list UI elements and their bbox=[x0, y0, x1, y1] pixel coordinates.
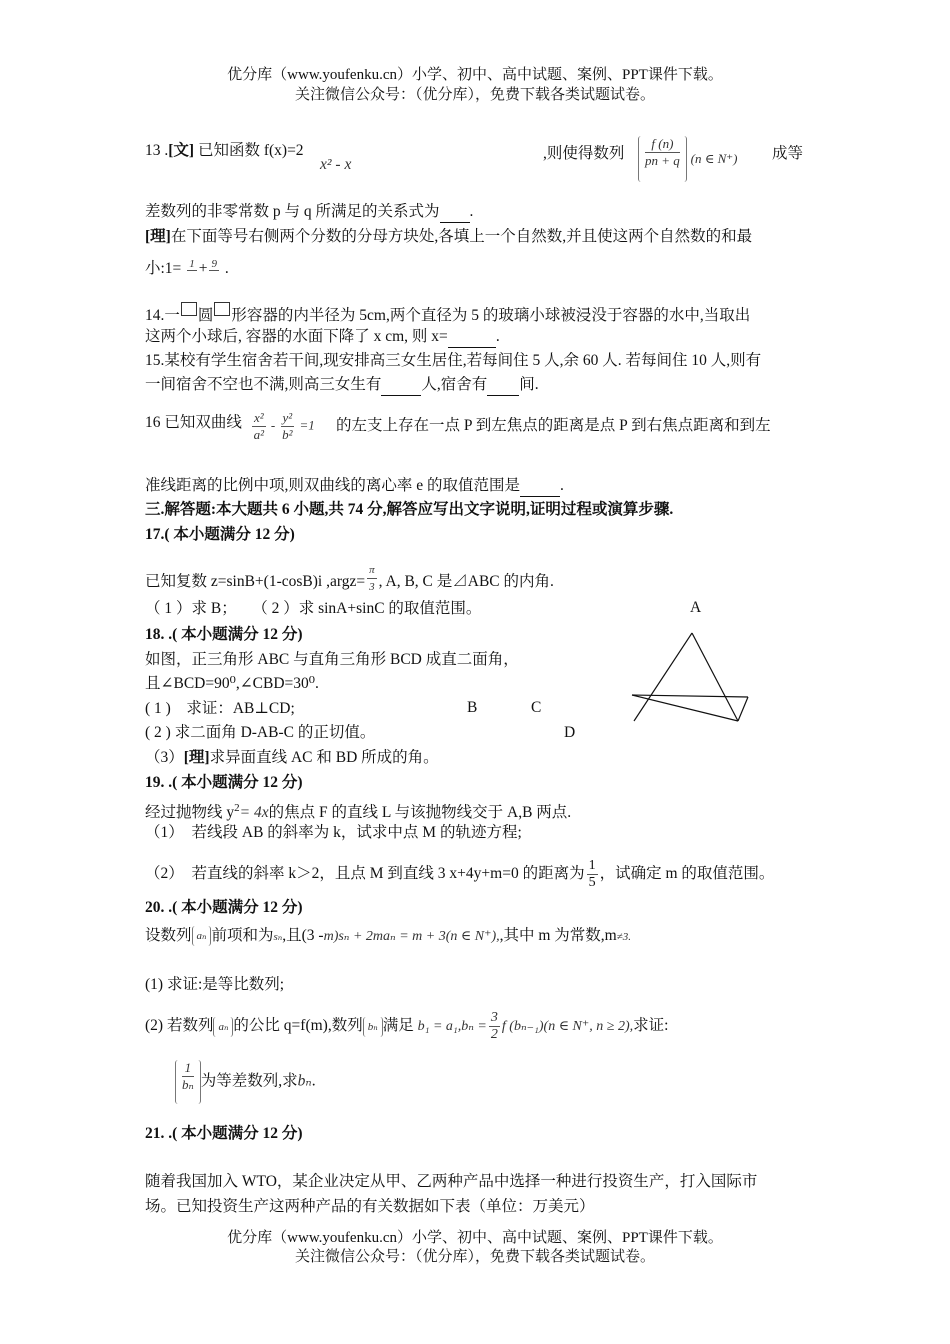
q20-text-c: ,且(3 - bbox=[282, 927, 324, 944]
q13-wen-tag: [文] bbox=[168, 142, 195, 159]
q13-fraction-2 bbox=[209, 258, 219, 281]
q18-line-1: 如图，正三角形 ABC 与直角三角形 BCD 成直二面角， bbox=[145, 651, 519, 668]
q13-relation-text: 差数列的非零常数 p 与 q 所满足的关系式为 bbox=[145, 203, 440, 220]
q20-an-2: aₙ bbox=[213, 1017, 233, 1037]
q20-b1-formula: b₁ = a₁,bₙ = bbox=[417, 1019, 487, 1035]
q13-f1-den bbox=[187, 271, 197, 281]
q13-exponent: x² - x bbox=[320, 156, 352, 173]
q17-frac-den: 3 bbox=[369, 581, 375, 593]
q15-text-c: 间. bbox=[519, 376, 539, 393]
q20-recip bbox=[182, 1060, 194, 1093]
q20-bn-find: bₙ bbox=[297, 1072, 312, 1090]
q16-frac-x bbox=[252, 410, 266, 443]
q20-frac-num: 3 bbox=[490, 1010, 498, 1025]
q19-fraction bbox=[587, 858, 598, 891]
q20-text-a: 设数列 bbox=[145, 927, 192, 944]
q20-neq: ≠3. bbox=[616, 931, 632, 943]
q13-li-line bbox=[145, 227, 752, 247]
q20-formula: m)sₙ + 2maₙ = m + 3(n ∈ N⁺), bbox=[323, 929, 500, 944]
q15-line-2 bbox=[145, 375, 539, 396]
q17-text-b: , A, B, C 是⊿ABC 的内角. bbox=[378, 573, 554, 590]
header-line-2: 关注微信公众号：（优分库），免费下载各类试题试卷。 bbox=[294, 87, 655, 103]
q15-blank-2 bbox=[487, 375, 519, 396]
q18-figure bbox=[620, 625, 760, 730]
q19-text-c: 的焦点 F 的直线 L 与该抛物线交于 A,B 两点. bbox=[268, 804, 572, 822]
q18-title: 18. .( 本小题满分 12 分) bbox=[145, 626, 303, 643]
q17-line-1 bbox=[145, 562, 554, 595]
q14-text: 形容器的内半径为 5cm,两个直径为 5 的玻璃小球被浸没于容器的水中,当取出 bbox=[231, 307, 751, 324]
q20-line-1 bbox=[145, 926, 631, 947]
q14-box-2 bbox=[214, 302, 230, 316]
q13-li-line-2: 小:1= 1 + 9 . bbox=[145, 258, 229, 281]
q21-line-1: 随着我国加入 WTO，某企业决定从甲、乙两种产品中选择一种进行投资生产，打入国际市 bbox=[145, 1173, 758, 1190]
q20-text-b: 前项和为 bbox=[211, 927, 274, 944]
q21-title: 21. .( 本小题满分 12 分) bbox=[145, 1125, 303, 1142]
q18-label-c: C bbox=[531, 699, 542, 716]
q13-fraction-1 bbox=[187, 258, 197, 281]
q16-frac-y bbox=[281, 410, 295, 443]
q13-li-tag: [理] bbox=[145, 228, 171, 245]
q20-recurrence: f (bₙ₋₁)(n ∈ N⁺, n ≥ 2), bbox=[501, 1019, 634, 1035]
q18-edge-ac bbox=[692, 633, 738, 721]
q13-seq-numerator: f (n) bbox=[645, 136, 680, 153]
q13-f2-num: 9 bbox=[211, 258, 217, 270]
q15-text-b: 人,宿舍有 bbox=[421, 376, 488, 393]
q13-text-end: 成等 bbox=[772, 145, 804, 162]
q15-text-a: 一间宿舍不空也不满,则高三女生有 bbox=[145, 376, 382, 393]
q20-period: . bbox=[311, 1072, 316, 1090]
q13-line-1 bbox=[145, 141, 304, 161]
q16-b2: b² bbox=[282, 427, 293, 442]
q19-text-3a: （2） 若直线的斜率 k＞2，且点 M 到直线 3 x+4y+m=0 的距离为 bbox=[145, 865, 585, 883]
q14-answer-blank bbox=[448, 327, 496, 348]
q18-line-3: ( 1 ) 求证：AB⊥CD; bbox=[145, 700, 295, 717]
q16-line-2 bbox=[145, 476, 564, 497]
q16-prefix: 16 已知双曲线 bbox=[145, 414, 242, 431]
footer-line-2: 关注微信公众号：（优分库），免费下载各类试题试卷。 bbox=[294, 1249, 655, 1265]
q14-yuan: 圆 bbox=[197, 307, 214, 324]
q18-line-5 bbox=[145, 748, 439, 768]
q13-li-text: 在下面等号右侧两个分数的分母方块处,各填上一个自然数,并且使这两个自然数的和最 bbox=[170, 228, 753, 245]
q15-blank-1 bbox=[381, 375, 421, 396]
q20-line-4 bbox=[175, 1060, 316, 1104]
q18-line-4: ( 2 ) 求二面角 D-AB-C 的正切值。 bbox=[145, 724, 376, 741]
q19-line-3 bbox=[145, 858, 774, 891]
q13-seq-denominator: pn + q bbox=[645, 153, 680, 168]
q18-label-d: D bbox=[564, 724, 576, 741]
q20-text-e: ,其中 m 为常数,m bbox=[499, 927, 617, 944]
q16-x2: x² bbox=[254, 410, 264, 425]
footer-line-1: 优分库（www.youfenku.cn）小学、初中、高中试题、案例、PPT课件下载。 bbox=[227, 1230, 723, 1246]
q14-prefix: 14.一 bbox=[145, 307, 180, 324]
q19-line-2: （1） 若线段 AB 的斜率为 k，试求中点 M 的轨迹方程; bbox=[145, 824, 522, 841]
q18-line-2: 且∠BCD=90⁰,∠CBD=30⁰. bbox=[145, 675, 319, 692]
q20-text-4a: 为等差数列,求 bbox=[200, 1072, 298, 1090]
q20-frac-den: 2 bbox=[490, 1027, 498, 1042]
q20-part-2 bbox=[145, 1010, 668, 1043]
q20-text-3b: 的公比 q=f(m),数列 bbox=[233, 1017, 363, 1035]
q17-text-a: 已知复数 z=sinB+(1-cosB)i ,argz= bbox=[145, 573, 366, 590]
q14-line-1 bbox=[145, 302, 750, 326]
q20-bn: bₙ bbox=[363, 1017, 383, 1037]
q17-title: 17.( 本小题满分 12 分) bbox=[145, 526, 295, 543]
q14-box-1 bbox=[181, 302, 197, 316]
q18-l5-prefix: （3） bbox=[145, 749, 184, 766]
q13-sequence-text: ,则使得数列 bbox=[543, 145, 625, 162]
section-3-heading: 三.解答题:本大题共 6 小题,共 74 分,解答应写出文字说明,证明过程或演算步骤. bbox=[145, 501, 674, 518]
q16-text: 的左支上存在一点 P 到左焦点的距离是点 P 到右焦点距离和到左 bbox=[336, 417, 771, 434]
q16-hyperbola-formula bbox=[250, 410, 315, 443]
q19-line-1: 经过抛物线 $y^2= 4x$的焦点 F 的直线 L 与该抛物线交于 A,B 两点. bbox=[145, 802, 572, 822]
q17-parts: （ 1 ）求 B； （ 2 ）求 sinA+sinC 的取值范围。 bbox=[145, 600, 482, 617]
q17-fraction bbox=[367, 562, 377, 595]
q16-y2: y² bbox=[282, 410, 293, 425]
q20-text-3a: (2) 若数列 bbox=[145, 1017, 214, 1035]
q16-question: 准线距离的比例中项,则双曲线的离心率 e 的取值范围是 bbox=[145, 477, 521, 494]
q13-li-period: . bbox=[224, 260, 229, 278]
q15-line-1: 15.某校有学生宿舍若干间,现安排高三女生居住,若每间住 5 人,余 60 人. 若每间住 10 人,则有 bbox=[145, 352, 762, 369]
q13-f1-num: 1 bbox=[189, 258, 195, 270]
q20-recip-num: 1 bbox=[182, 1060, 194, 1077]
q13-f2-den bbox=[209, 271, 219, 281]
q13-number: 13 . bbox=[145, 142, 169, 159]
q19-frac-den: 5 bbox=[588, 875, 596, 890]
q20-fraction bbox=[489, 1010, 500, 1043]
q19-text-a: 经过抛物线 y bbox=[145, 804, 235, 822]
q14-period: . bbox=[495, 328, 500, 345]
q13-li-equation: 小:1= bbox=[145, 260, 182, 278]
q19-text-3b: ，试确定 m 的取值范围。 bbox=[599, 865, 775, 883]
q20-part-1: (1) 求证:是等比数列; bbox=[145, 976, 285, 993]
q20-recip-brace bbox=[175, 1060, 201, 1104]
q19-title: 19. .( 本小题满分 12 分) bbox=[145, 774, 303, 791]
q18-li-tag: [理] bbox=[183, 749, 210, 766]
q13-seq-condition: (n ∈ N⁺) bbox=[690, 151, 738, 166]
q13-function-text: 已知函数 f(x)=2 bbox=[194, 142, 304, 159]
q18-edge-bd bbox=[632, 695, 738, 721]
q20-title: 20. .( 本小题满分 12 分) bbox=[145, 899, 303, 916]
q20-prove: 求证: bbox=[633, 1017, 669, 1035]
q20-text-3c: 满足 bbox=[382, 1017, 414, 1035]
q18-label-b: B bbox=[467, 699, 478, 716]
header-line-1: 优分库（www.youfenku.cn）小学、初中、高中试题、案例、PPT课件下载。 bbox=[227, 67, 723, 83]
q16-answer-blank bbox=[520, 476, 560, 497]
q18-label-a: A bbox=[690, 599, 702, 616]
q16-minus: - bbox=[270, 417, 276, 433]
q14-question: 这两个小球后, 容器的水面下降了 x cm, 则 x= bbox=[145, 328, 448, 345]
q18-l5-text: 求异面直线 AC 和 BD 所成的角。 bbox=[209, 749, 439, 766]
q13-sequence-formula bbox=[638, 136, 737, 182]
q19-frac-num: 1 bbox=[588, 858, 596, 873]
q16-period: . bbox=[560, 477, 564, 494]
q16-equals: =1 bbox=[299, 417, 315, 433]
q20-an: aₙ bbox=[192, 926, 212, 946]
q17-frac-num: π bbox=[367, 562, 377, 579]
q20-recip-den: bₙ bbox=[182, 1077, 194, 1092]
q13-period: . bbox=[469, 203, 474, 220]
q18-edge-cd bbox=[738, 697, 748, 721]
q16-a2: a² bbox=[253, 427, 265, 442]
q19-parabola: = 4x bbox=[239, 804, 269, 822]
q13-answer-blank bbox=[440, 202, 470, 223]
q20-sn: sₙ bbox=[273, 931, 283, 943]
q13-line-2 bbox=[145, 202, 473, 223]
q14-line-2 bbox=[145, 327, 500, 348]
q21-line-2: 场。已知投资生产这两种产品的有关数据如下表（单位：万美元） bbox=[145, 1198, 595, 1215]
